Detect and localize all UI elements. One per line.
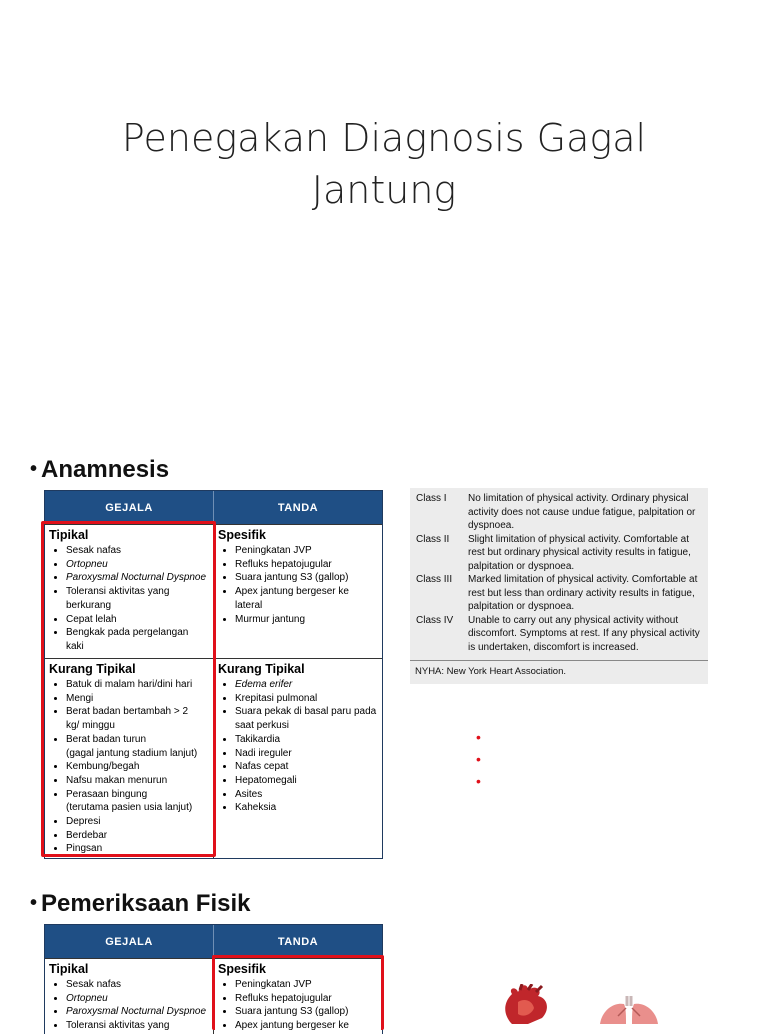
table-row — [414, 614, 708, 655]
highlight-gejala-box — [41, 521, 216, 857]
cell-heading: Kurang Tipikal — [49, 662, 136, 676]
highlight-tanda-box — [212, 955, 384, 1030]
red-bullets — [476, 726, 481, 792]
list-item: • Mengi — [66, 692, 209, 706]
list-item: • Berdebar — [66, 829, 209, 843]
list-item: • Nafas cepat — [235, 760, 378, 774]
list-item: • Suara pekak di basal paru pada — [235, 705, 378, 719]
column-tanda: TANDA — [213, 491, 382, 524]
table-row — [414, 533, 708, 574]
list-item: • Paroxysmal Nocturnal Dyspnoe — [66, 1005, 209, 1019]
list-item: • Berat badan turun — [66, 733, 209, 747]
bullet-icon: • — [476, 729, 481, 745]
list-item: • Suara jantung S3 (gallop) — [235, 1005, 378, 1019]
nyha-classification-table — [410, 488, 708, 684]
class-label: Class II — [416, 533, 450, 545]
list-item: kaki — [66, 640, 84, 652]
list-item: • Krepitasi pulmonal — [235, 692, 378, 706]
section-pemeriksaan-fisik — [30, 890, 250, 918]
list-item: • Refluks hepatojugular — [235, 558, 378, 572]
list-item: • Kaheksia — [235, 801, 378, 815]
list-item: • Suara jantung S3 (gallop) — [235, 571, 378, 585]
list-item: • Depresi — [66, 815, 209, 829]
table-row — [414, 573, 708, 614]
class-label: Class I — [416, 493, 447, 504]
list-item: • Cepat lelah — [66, 613, 209, 627]
list-item: • Refluks hepatojugular — [235, 992, 378, 1006]
table-header — [45, 491, 382, 524]
list-item: lateral — [235, 599, 263, 611]
class-description: No limitation of physical activity. Ordinary physical activity does not cause undue fatigue, palpitation or dyspnoea. — [468, 493, 696, 531]
section-anamnesis — [30, 456, 169, 484]
list-item: • Apex jantung bergeser ke — [235, 1019, 378, 1033]
list-item: • Paroxysmal Nocturnal Dyspnoe — [66, 571, 209, 585]
list-item: • Apex jantung bergeser ke — [235, 585, 378, 599]
cell-heading: Tipikal — [49, 962, 89, 976]
section-pemeriksaan-label: Pemeriksaan Fisik — [41, 890, 251, 917]
lungs-icon — [596, 996, 662, 1024]
cell-heading: Tipikal — [49, 528, 89, 542]
slide-title-line-1: Penegakan Diagnosis Gagal — [121, 116, 647, 160]
list-item: • Perasaan bingung — [66, 788, 209, 802]
class-description: Slight limitation of physical activity. Comfortable at rest but ordinary physical activity results in fatigue, palpitation or dyspnoea. — [468, 533, 691, 572]
list-item: (gagal jantung stadium lanjut) — [66, 747, 198, 759]
list-item: • Peningkatan JVP — [235, 978, 378, 992]
column-gejala: GEJALA — [105, 501, 153, 514]
bullet-icon: • — [30, 458, 38, 480]
list-item: • Ortopneu — [66, 558, 209, 572]
list-item: • Asites — [235, 788, 378, 802]
list-item: berkurang — [66, 599, 112, 611]
class-description: Unable to carry out any physical activity without discomfort. Symptoms at rest. If any physical activity is undertaken, discomfort is increased. — [468, 614, 700, 653]
class-description: Marked limitation of physical activity. Comfortable at rest but less than ordinary activity results in fatigue, palpitation or dyspnoea. — [468, 574, 698, 612]
class-label: Class IV — [416, 614, 454, 626]
section-anamnesis-label: Anamnesis — [41, 456, 170, 483]
list-item: • Sesak nafas — [66, 544, 209, 558]
cell-kurang-tipikal-tanda — [213, 659, 382, 859]
list-item: kg/ minggu — [66, 720, 115, 732]
class-label: Class III — [416, 574, 453, 585]
table-row — [414, 492, 708, 533]
heart-icon — [498, 984, 556, 1024]
nyha-footnote: NYHA: New York Heart Association. — [410, 660, 708, 683]
list-item: • Nafsu makan menurun — [66, 774, 209, 788]
list-item: • Toleransi aktivitas yang — [66, 1019, 209, 1033]
list-item: • Nadi ireguler — [235, 747, 378, 761]
list-item: • Peningkatan JVP — [235, 544, 378, 558]
list-item: (terutama pasien usia lanjut) — [66, 802, 193, 814]
slide-title — [0, 112, 768, 216]
bullet-icon: • — [30, 892, 38, 914]
list-item: saat perkusi — [235, 720, 289, 732]
list-item: • Ortopneu — [66, 992, 209, 1006]
slide-title-line-2: Jantung — [311, 168, 457, 212]
list-item: • Kembung/begah — [66, 760, 209, 774]
table-header — [45, 925, 382, 958]
list-item: • Berat badan bertambah > 2 — [66, 705, 209, 719]
list-item: • Bengkak pada pergelangan — [66, 626, 209, 640]
cell-heading: Spesifik — [218, 528, 266, 542]
list-item: • Sesak nafas — [66, 978, 209, 992]
bullet-icon: • — [476, 773, 481, 789]
list-item: • Hepatomegali — [235, 774, 378, 788]
cell-spesifik — [213, 525, 382, 658]
bullet-icon: • — [476, 751, 481, 767]
column-tanda: TANDA — [213, 925, 382, 958]
cell-heading: Kurang Tipikal — [218, 662, 305, 676]
list-item: • Toleransi aktivitas yang — [66, 585, 209, 599]
list-item: • Murmur jantung — [235, 613, 378, 627]
list-item: • Edema erifer — [235, 678, 378, 692]
cell-heading: Spesifik — [218, 962, 266, 976]
list-item: • Takikardia — [235, 733, 378, 747]
list-item: • Pingsan — [66, 842, 209, 856]
list-item: • Batuk di malam hari/dini hari — [66, 678, 209, 692]
column-gejala: GEJALA — [105, 935, 153, 948]
cell-tipikal — [45, 959, 213, 1034]
